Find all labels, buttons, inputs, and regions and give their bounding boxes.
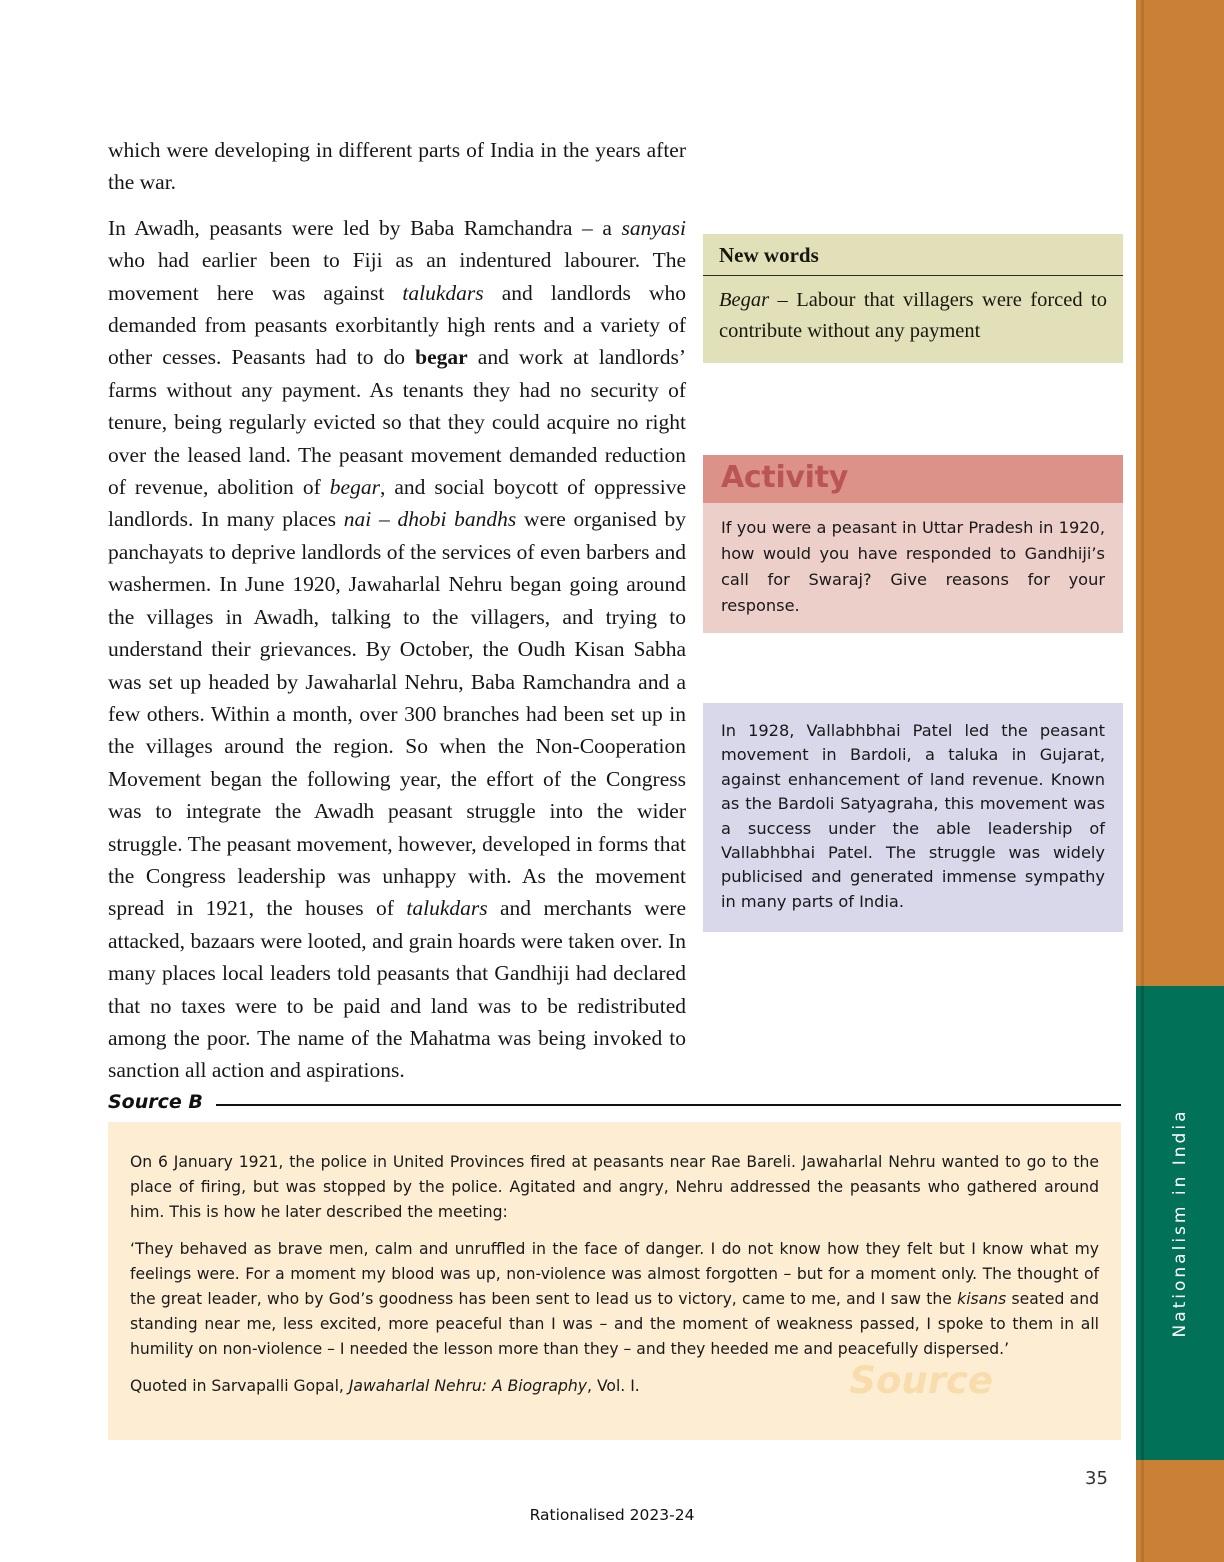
source-b-label: Source B <box>108 1091 203 1113</box>
new-words-term: Begar <box>719 289 770 311</box>
new-words-definition: – Labour that villagers were forced to contribute without any payment <box>719 289 1107 342</box>
page-number: 35 <box>1085 1468 1108 1489</box>
source-paragraph: Quoted in Sarvapalli Gopal, Jawaharlal Nehru: A Biography, Vol. I. <box>130 1376 640 1395</box>
new-words-title: New words <box>703 234 1123 276</box>
source-b-box <box>108 1122 1121 1440</box>
source-paragraph: ‘They behaved as brave men, calm and unruffled in the face of danger. I do not know how they felt but I know what my feelings were. For a moment my blood was up, non-violence was almost forgotten – but for a moment only. The thought of the great leader, who by God’s goodness has been sent to lead us to victory, came to me, and I saw the kisans seated and standing near me, less excited, more peaceful than I was – and the moment of weakness passed, I spoke to them in all humility on non-violence – I needed the lesson more than they – and they heeded me and peacefully dispersed.’ <box>130 1239 1099 1359</box>
source-watermark: Source <box>849 1359 993 1402</box>
new-words-entry <box>703 276 1123 363</box>
side-bar-orange-top <box>1136 0 1224 986</box>
body-text-column <box>108 134 686 1100</box>
activity-question-text: If you were a peasant in Uttar Pradesh in 1920, how would you have responded to Gandhiji’s call for Swaraj? Give reasons for your response. <box>703 503 1123 633</box>
bardoli-note-box: In 1928, Vallabhbhai Patel led the peasant movement in Bardoli, a taluka in Gujarat, against enhancement of land revenue. Known as the Bardoli Satyagraha, this movement was a success under the able leadership of Vallabhbhai Patel. The struggle was widely publicised and generated immense sympathy in many parts of India. <box>703 703 1123 932</box>
paragraph: which were developing in different parts of India in the years after the war. <box>108 138 686 195</box>
chapter-tab-label: Nationalism in India <box>1170 1108 1190 1338</box>
source-b-rule <box>216 1104 1121 1106</box>
source-paragraph: On 6 January 1921, the police in United Provinces fired at peasants near Rae Bareli. Jawaharlal Nehru wanted to go to the place of firing, but was stopped by the police. Agitated and angry, Nehru addressed the peasants who gathered around him. This is how he later described the meeting: <box>130 1153 1099 1222</box>
paragraph: In Awadh, peasants were led by Baba Ramchandra – a sanyasi who had earlier been to Fiji as an indentured labourer. The movement here was against talukdars and landlords who demanded from peasants exorbitantly high rents and a variety of other cesses. Peasants had to do begar and work at landlords’ farms without any payment. As tenants they had no security of tenure, being regularly evicted so that they could acquire no right over the leased land. The peasant movement demanded reduction of revenue, abolition of begar, and social boycott of oppressive landlords. In many places nai – dhobi bandhs were organised by panchayats to deprive landlords of the services of even barbers and washermen. In June 1920, Jawaharlal Nehru began going around the villages in Awadh, talking to the villagers, and trying to understand their grievances. By October, the Oudh Kisan Sabha was set up headed by Jawaharlal Nehru, Baba Ramchandra and a few others. Within a month, over 300 branches had been set up in the villages around the region. So when the Non-Cooperation Movement began the following year, the effort of the Congress was to integrate the Awadh peasant struggle into the wider struggle. The peasant movement, however, developed in forms that the Congress leadership was unhappy with. As the movement spread in 1921, the houses of talukdars and merchants were attacked, bazaars were looted, and grain hoards were taken over. In many places local leaders told peasants that Gandhiji had declared that no taxes were to be paid and land was to be redistributed among the poor. The name of the Mahatma was being invoked to sanction all action and aspirations. <box>108 215 687 1083</box>
rationalised-note: Rationalised 2023-24 <box>529 1506 695 1524</box>
new-words-box <box>703 234 1123 363</box>
side-bar-stripe-top <box>1141 0 1144 986</box>
activity-box <box>703 455 1123 633</box>
chapter-side-bar <box>1136 0 1224 1562</box>
source-b-heading-row <box>108 1091 1121 1113</box>
activity-header <box>703 455 1123 503</box>
activity-title: Activity <box>721 460 848 495</box>
